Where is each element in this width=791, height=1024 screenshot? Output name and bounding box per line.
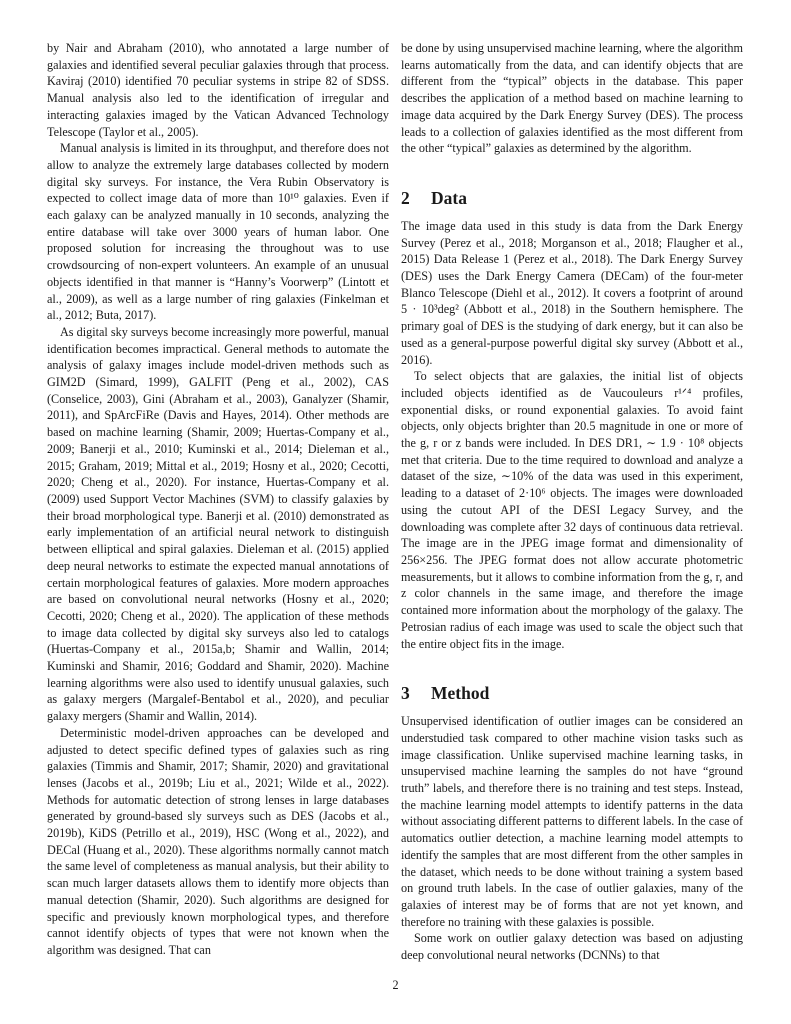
paragraph: The image data used in this study is data from the Dark Energy Survey (Perez et al., 2018; Morganson et al., 2018; Flaugher et al., 2015) Data Release 1 (Perez et al., 2018). The Dark Energy Survey (DES) uses the Dark Energy Camera (DECam) of the four-meter Blanco Telescope (Diehl et al., 2012). It covers a footprint of around 5 · 10³deg² (Abbott et al., 2018) in the Southern hemisphere. The primary goal of DES is the studying of dark energy, but it can also be used as a general-purpose powerful digital sky survey (Abbott et al., 2016). xyxy=(401,218,743,367)
left-column xyxy=(47,40,389,959)
section-title: Data xyxy=(431,187,467,208)
paragraph: Some work on outlier galaxy detection was based on adjusting deep convolutional neural networks (DCNNs) to that xyxy=(401,931,743,963)
paragraph: Manual analysis is limited in its throughput, and therefore does not allow to analyze the extremely large databases collected by modern digital sky surveys. For instance, the Vera Rubin Observatory is expected to collect image data of more than 10¹⁰ galaxies. Even if each galaxy can be analyzed manually in 10 seconds, analyzing the entire database will take over 3000 years of human labor. One proposed solution for increasing the throughout was to use crowdsourcing of non-expert volunteers. An example of an unusual objects identified in that manner is “Hanny’s Voorwerp” (Lintott et al., 2009), as well as a large number of ring galaxies (Finkelman et al., 2012; Buta, 2017). xyxy=(47,141,389,323)
section-heading-data xyxy=(401,188,743,208)
section-number: 2 xyxy=(401,187,410,208)
section-heading-method xyxy=(401,683,743,703)
paragraph: be done by using unsupervised machine learning, where the algorithm learns automatically from the data, and can identify objects that are different from the “typical” objects in the database. This paper describes the application of a method based on machine learning to image data acquired by the Dark Energy Survey (DES). The process leads to a collection of galaxies identified as the most different from the other “typical” galaxies as determined by the algorithm. xyxy=(401,41,743,156)
section-number: 3 xyxy=(401,683,410,704)
page-number: 2 xyxy=(392,978,399,992)
paragraph: As digital sky surveys become increasingly more powerful, manual identification becomes impractical. General methods to automate the analysis of galaxy images include model-driven methods such as GIM2D (Simard, 1999), GALFIT (Peng et al., 2002), CAS (Conselice, 2003), Gini (Abraham et al., 2003), Ganalyzer (Shamir, 2011), and SpArcFiRe (Davis and Hayes, 2014). Other methods are based on machine learning (Shamir, 2009; Huertas-Company et al., 2009; Banerji et al., 2010; Kuminski et al., 2014; Dieleman et al., 2015; Graham, 2019; Mittal et al., 2019; Hosny et al., 2020; Cecotti, 2020; Cheng et al., 2020). For instance, Huertas-Company et al. (2009) used Support Vector Machines (SVM) to classify galaxies by their broad morphological type. Banerji et al. (2010) demonstrated as early implementation of an artificial neural network to distinguish between elliptical and spiral galaxies. Dieleman et al. (2015) applied deep neural networks to estimate the expected manual annotations of certain morphological features of galaxies. More modern approaches are based on convolutional neural networks (Hosny et al., 2020; Cecotti, 2020; Cheng et al., 2020). The application of these methods to image data collected by digital sky surveys also led to catalogs (Huertas-Company et al., 2015a,b; Shamir and Wallin, 2014; Kuminski and Shamir, 2016; Goddard and Shamir, 2020). Machine learning algorithms were also used to identify unusual galaxies, such as galaxy mergers (Margalef-Bentabol et al., 2020), and peculiar galaxy mergers (Shamir and Wallin, 2014). xyxy=(47,324,389,724)
right-column xyxy=(401,40,743,964)
paragraph: by Nair and Abraham (2010), who annotated a large number of galaxies and identified several peculiar galaxies through that process. Kaviraj (2010) identified 70 peculiar systems in stripe 82 of SDSS. Manual analysis also led to the identification of irregular and interacting galaxies imaged by the Vatican Advanced Technology Telescope (Taylor et al., 2005). xyxy=(47,41,389,139)
paragraph: Unsupervised identification of outlier images can be considered an understudied task compared to other machine vision tasks such as image classification. Unlike supervised machine learning tasks, in unsupervised machine learning the samples do not have “ground truth” labels, and therefore there is no training and test steps. Instead, the machine learning model attempts to identify patterns in the data without associating different patterns to different labels. In the case of automatics outlier detection, a machine learning model attempts to identify the samples that are most different from the other samples in the dataset, which needs to be done without training a system based on ground truth labels. In the case of outlier galaxies, many of the galaxies of interest may be of forms that are not yet known, and therefore no training with these galaxies is possible. xyxy=(401,714,743,929)
paragraph: Deterministic model-driven approaches can be developed and adjusted to detect specific defined types of galaxies such as ring galaxies (Timmis and Shamir, 2017; Shamir, 2020) and gravitational lenses (Jacobs et al., 2019b; Liu et al., 2021; Wilde et al., 2022). Methods for automatic detection of strong lenses in large databases generated by ground-based sly surveys such as DES (Jacobs et al., 2019b), KiDS (Petrillo et al., 2019), HSC (Wong et al., 2022), and DECal (Huang et al., 2020). These algorithms normally cannot match the same level of completeness as manual analysis, but their ability to scan much larger datasets allows them to identify more objects than manual detection (Shamir, 2020). Such algorithms are designed for specific and previously known morphological types, and therefore cannot identify objects of types that were not known when the algorithm was designed. That can xyxy=(47,725,389,957)
paragraph: To select objects that are galaxies, the initial list of objects included objects identified as de Vaucouleurs r¹ᐟ⁴ profiles, exponential disks, or round exponential galaxies. To avoid faint objects, only objects brighter than 20.5 magnitude in one or more of the g, r or z bands were included. In DES DR1, ∼ 1.9 · 10⁸ objects met that criteria. Due to the time required to download and analyze a dataset of the size, ∼10% of the data was used in this experiment, leading to a dataset of 2·10⁶ objects. The images were downloaded using the cutout API of the DESI Legacy Survey, and the downloading was complete after 32 days of continuous data retrieval. The image are in the JPEG image format and dimensionality of 256×256. The JPEG format does not allow accurate photometric measurements, but it allows to combine information from the g, r, and z color channels in the same image, and therefore the image contained more information about the morphology of the galaxy. The Petrosian radius of each image was used to scale the object such that the entire object fits in the image. xyxy=(401,369,743,651)
section-title: Method xyxy=(431,683,490,704)
